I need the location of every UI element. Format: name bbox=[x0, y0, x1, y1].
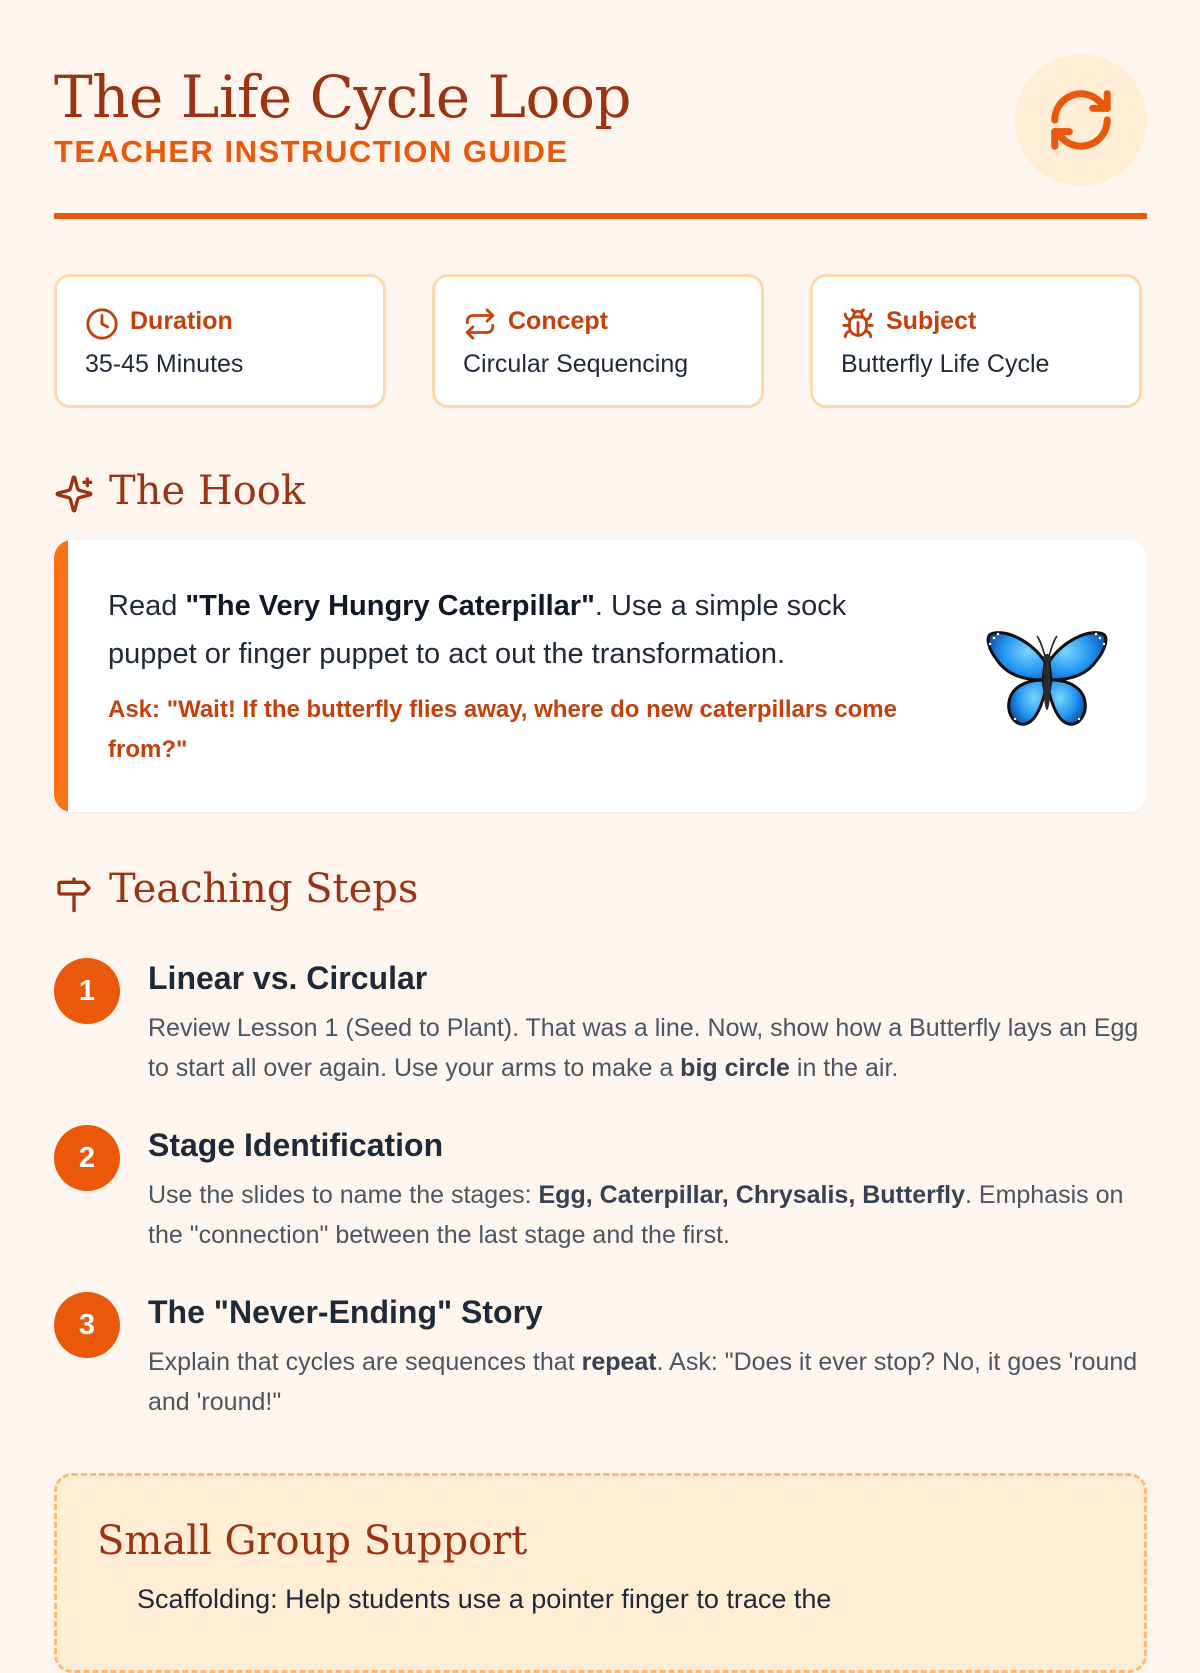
step-number-badge: 2 bbox=[54, 1125, 120, 1191]
support-heading: Small Group Support bbox=[97, 1518, 528, 1564]
step-emphasis: big circle bbox=[680, 1054, 790, 1082]
header-divider bbox=[54, 213, 1147, 219]
card-label: Duration bbox=[130, 307, 233, 335]
hook-heading: The Hook bbox=[109, 468, 306, 514]
step-emphasis: repeat bbox=[581, 1348, 657, 1376]
step-text-part: . Emphasis on the "connection" between the last stage and the first. bbox=[148, 1181, 1124, 1249]
hook-text bbox=[108, 582, 918, 678]
step-text-part: Explain that cycles are sequences that bbox=[148, 1348, 582, 1376]
step-number-badge: 1 bbox=[54, 958, 120, 1024]
guide-page bbox=[54, 0, 1147, 1614]
card-value: Butterfly Life Cycle bbox=[841, 350, 1050, 378]
step-title: Stage Identification bbox=[148, 1127, 444, 1163]
sparkles-icon bbox=[54, 474, 94, 514]
card-label: Subject bbox=[886, 307, 977, 335]
info-cards bbox=[54, 274, 1147, 414]
refresh-badge bbox=[1015, 54, 1147, 186]
card-value: Circular Sequencing bbox=[463, 350, 689, 378]
card-label: Concept bbox=[508, 307, 608, 335]
step-text-part: in the air. bbox=[789, 1054, 899, 1082]
page-subtitle: TEACHER INSTRUCTION GUIDE bbox=[54, 134, 569, 169]
hook-card bbox=[54, 540, 1147, 812]
step-title: The "Never-Ending" Story bbox=[148, 1294, 543, 1330]
hook-accent-bar bbox=[54, 540, 68, 812]
step-item bbox=[54, 1125, 1147, 1255]
signpost-icon bbox=[54, 874, 94, 914]
info-card-subject bbox=[810, 274, 1142, 408]
butterfly-illustration bbox=[985, 622, 1109, 732]
step-text-part: . Ask: "Does it ever stop? No, it goes 'round and 'round!" bbox=[148, 1348, 1138, 1416]
hook-text-part: . Use a simple sock puppet or finger puppet to act out the transformation. bbox=[108, 590, 847, 670]
page-title: The Life Cycle Loop bbox=[54, 63, 632, 131]
info-card-concept bbox=[432, 274, 764, 408]
step-emphasis: Egg, Caterpillar, Chrysalis, Butterfly bbox=[538, 1181, 966, 1209]
hook-text-part: Read bbox=[108, 590, 186, 622]
support-box bbox=[54, 1473, 1147, 1673]
clock-icon bbox=[85, 307, 119, 341]
steps-heading: Teaching Steps bbox=[109, 866, 419, 912]
card-value: 35-45 Minutes bbox=[85, 350, 244, 378]
header bbox=[54, 60, 1147, 220]
repeat-icon bbox=[463, 307, 497, 341]
bug-icon bbox=[841, 307, 875, 341]
step-description bbox=[148, 1175, 1148, 1255]
step-item bbox=[54, 1292, 1147, 1422]
hook-question: Ask: "Wait! If the butterfly flies away, where do new caterpillars come from?" bbox=[108, 696, 897, 763]
step-text-part: Use the slides to name the stages: bbox=[148, 1181, 539, 1209]
step-title: Linear vs. Circular bbox=[148, 960, 428, 996]
step-description bbox=[148, 1342, 1148, 1422]
info-card-duration bbox=[54, 274, 386, 408]
step-number-badge: 3 bbox=[54, 1292, 120, 1358]
step-text-part: Review Lesson 1 (Seed to Plant). That was a line. Now, show how a Butterfly lays an Egg to start all over again. Use your arms to make a bbox=[148, 1014, 1139, 1082]
support-text: Scaffolding: Help students use a pointer finger to trace the bbox=[137, 1584, 832, 1614]
step-item bbox=[54, 958, 1147, 1088]
step-description bbox=[148, 1008, 1148, 1088]
refresh-icon bbox=[1046, 85, 1116, 155]
book-title: "The Very Hungry Caterpillar" bbox=[185, 590, 595, 622]
